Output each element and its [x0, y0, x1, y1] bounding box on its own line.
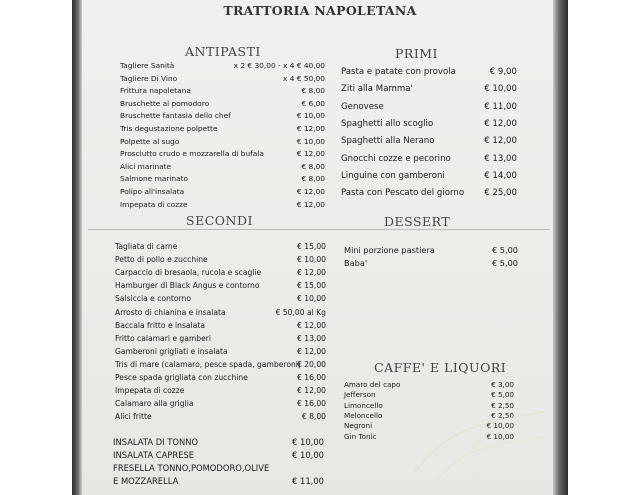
item-name: Jefferson: [344, 390, 376, 400]
item-price: € 12,00: [296, 149, 325, 159]
item-price: € 10,00: [292, 450, 324, 461]
item-price: € 12,00: [296, 199, 325, 209]
item-name: Alici marinate: [120, 161, 172, 171]
item-name: Gin Tonic: [344, 431, 377, 441]
caffe-heading: CAFFE' E LIQUORI: [374, 360, 507, 375]
dessert-heading: DESSERT: [384, 214, 451, 229]
item-price: € 10,00: [297, 294, 326, 304]
item-price: € 6,00: [301, 98, 325, 108]
item-name: Gamberoni grigliati e insalata: [115, 346, 228, 356]
item-price: € 14,00: [484, 170, 517, 181]
item-price: € 25,00: [484, 188, 517, 199]
item-name: Genovese: [341, 101, 384, 112]
item-name: Salmone marinato: [120, 174, 189, 184]
section-divider: [88, 229, 550, 230]
item-price: € 12,00: [297, 386, 326, 396]
item-name: Baba': [344, 258, 368, 268]
item-name: Spaghetti alla Nerano: [341, 136, 435, 147]
item-name: Gnocchi cozze e pecorino: [341, 153, 451, 164]
item-name: Impepata di cozze: [115, 386, 185, 396]
primi-heading: PRIMI: [395, 46, 438, 61]
item-price: € 10,00: [486, 431, 514, 441]
item-name: Tris di mare (calamaro, pesce spada, gamberoni): [115, 359, 301, 369]
item-price: € 2,50: [491, 400, 514, 410]
item-price: € 5,00: [491, 258, 518, 268]
item-price: € 5,00: [491, 390, 514, 400]
item-price: € 11,00: [484, 101, 517, 112]
item-price: € 15,00: [297, 281, 326, 291]
item-name: FRESELLA TONNO,POMODORO,OLIVE: [113, 463, 270, 474]
item-price: € 10,00: [297, 255, 326, 265]
item-name: Bruschette fantasia dello chef: [120, 111, 231, 121]
item-name: Polipo all'insalata: [120, 187, 185, 196]
secondi-heading: SECONDI: [186, 213, 253, 228]
item-price: € 11,00: [292, 476, 324, 487]
item-price: € 10,00: [296, 136, 325, 146]
item-name: INSALATA CAPRESE: [113, 450, 195, 461]
item-name: Spaghetti allo scoglio: [341, 118, 434, 129]
item-price: € 10,00: [486, 421, 514, 431]
frame-right-edge: [553, 0, 568, 495]
antipasti-heading: ANTIPASTI: [185, 44, 261, 59]
item-name: Mini porzione pastiera: [344, 245, 435, 255]
item-name: Tagliere Di Vino: [120, 73, 178, 83]
item-name: Hamburger di Black Angus e contorno: [115, 281, 260, 291]
item-name: Baccala fritto e insalata: [115, 320, 205, 330]
item-price: € 5,00: [491, 245, 518, 255]
item-name: Alici fritte: [115, 412, 152, 422]
item-name: Meloncello: [344, 410, 383, 420]
item-price: € 16,00: [297, 373, 326, 382]
item-name: Frittura napoletana: [120, 86, 191, 96]
item-price: € 8,00: [301, 86, 325, 96]
item-price: € 13,00: [484, 153, 517, 164]
item-name: Pasta e patate con provola: [341, 67, 456, 77]
item-name: Negroni: [344, 421, 373, 431]
item-price: € 20,00: [297, 359, 326, 369]
item-name: Tagliata di carne: [115, 242, 178, 251]
item-name: Polpette al sugo: [120, 136, 180, 146]
item-name: Prosciutto crudo e mozzarella di bufala: [120, 149, 264, 159]
item-price: € 12,00: [484, 118, 517, 129]
item-name: Bruschette al pomodoro: [120, 98, 210, 108]
item-name: Tris degustazione polpette: [120, 124, 218, 133]
item-price: € 12,00: [296, 124, 325, 133]
item-name: Ziti alla Mamma': [341, 84, 413, 95]
item-name: Pesce spada grigliata con zucchine: [115, 373, 248, 382]
item-price: € 50,00 al Kg: [275, 307, 326, 317]
item-price: € 10,00: [296, 111, 325, 121]
item-price: x 2 € 30,00 - x 4 € 40,00: [233, 61, 325, 70]
item-price: € 10,00: [292, 437, 324, 447]
item-name: E MOZZARELLA: [113, 476, 179, 487]
item-price: € 3,00: [491, 380, 514, 389]
item-name: Tagliere Sanità: [120, 61, 175, 70]
item-price: € 12,00: [297, 268, 326, 278]
item-price: € 12,00: [297, 320, 326, 330]
item-name: INSALATA DI TONNO: [113, 437, 199, 447]
item-price: € 13,00: [297, 333, 326, 343]
restaurant-title: TRATTORIA NAPOLETANA: [223, 3, 417, 18]
item-price: € 12,00: [484, 136, 517, 147]
item-price: € 8,00: [301, 161, 325, 171]
item-name: Petto di pollo e zucchine: [115, 255, 208, 265]
item-name: Impepata di cozze: [120, 199, 188, 209]
frame-left-edge: [72, 0, 82, 495]
item-name: Fritto calamari e gamberi: [115, 333, 212, 343]
item-name: Calamaro alla griglia: [115, 399, 194, 409]
item-price: x 4 € 50,00: [283, 73, 325, 83]
decorative-flourish: [405, 392, 555, 487]
item-price: € 16,00: [297, 399, 326, 409]
item-price: € 15,00: [297, 242, 326, 251]
item-price: € 9,00: [489, 67, 517, 77]
item-price: € 12,00: [296, 187, 325, 196]
item-name: Limoncello: [344, 400, 383, 410]
item-price: € 10,00: [484, 84, 517, 95]
item-name: Pasta con Pescato del giorno: [341, 188, 465, 199]
item-name: Carpaccio di bresaola, rucola e scaglie: [115, 268, 262, 278]
item-name: Salsiccia e contorno: [115, 294, 191, 304]
item-name: Arrosto di chianina e insalata: [115, 307, 226, 317]
item-price: € 2,50: [491, 410, 514, 420]
item-price: € 12,00: [297, 346, 326, 356]
item-price: € 8,00: [301, 174, 325, 184]
item-name: Amaro del capo: [344, 380, 401, 389]
item-price: € 8,00: [301, 412, 326, 422]
item-name: Linguine con gamberoni: [341, 170, 445, 181]
